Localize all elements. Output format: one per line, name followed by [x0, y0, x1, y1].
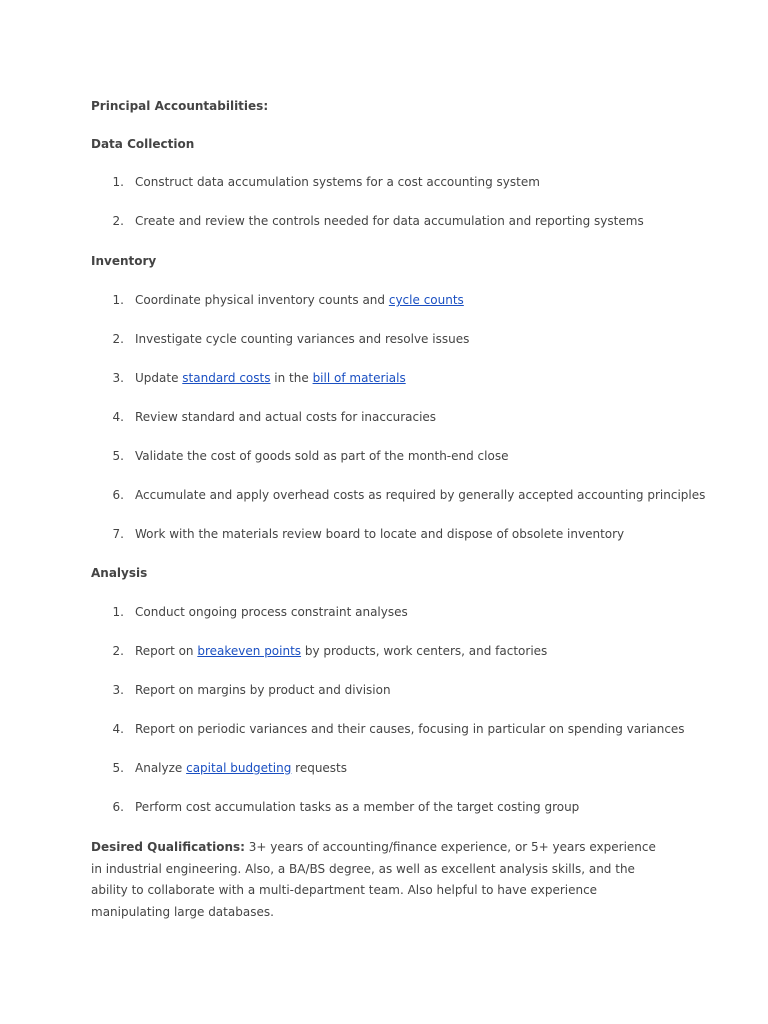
list-item — [91, 643, 547, 659]
list-item — [91, 721, 685, 737]
list-item-text: Construct data accumulation systems for a cost accounting system — [135, 175, 540, 189]
list-item-number: 3. — [112, 371, 124, 385]
list-item-number: 4. — [112, 722, 124, 736]
inline-link[interactable]: bill of materials — [312, 371, 406, 385]
list-item-text: Validate the cost of goods sold as part of the month-end close — [135, 449, 509, 463]
list-item — [91, 409, 436, 425]
list-item-text: Update — [135, 371, 183, 385]
list-item-text: in the — [270, 371, 313, 385]
list-item — [91, 487, 705, 503]
list-item-number: 2. — [112, 332, 124, 346]
list-item — [91, 213, 644, 229]
page-title: Principal Accountabilities: — [91, 99, 269, 113]
list-item-number: 3. — [112, 683, 124, 697]
list-item-text: Perform cost accumulation tasks as a member of the target costing group — [135, 800, 580, 814]
list-item-number: 1. — [112, 175, 124, 189]
list-item — [91, 370, 406, 386]
list-item — [91, 604, 408, 620]
list-item — [91, 331, 469, 347]
section-heading-analysis: Analysis — [91, 566, 148, 580]
list-item-text: Conduct ongoing process constraint analyses — [135, 605, 408, 619]
list-item-text: Report on periodic variances and their causes, focusing in particular on spending variances — [135, 722, 685, 736]
list-item — [91, 174, 540, 190]
list-item-text: Coordinate physical inventory counts and — [135, 293, 389, 307]
list-item-number: 6. — [112, 488, 124, 502]
list-item — [91, 292, 464, 308]
inline-link[interactable]: cycle counts — [388, 293, 464, 307]
list-item — [91, 448, 508, 464]
list-item-number: 7. — [112, 527, 124, 541]
list-item-text: Analyze — [135, 761, 187, 775]
list-item-number: 5. — [112, 761, 124, 775]
list-item-text: by products, work centers, and factories — [301, 644, 548, 658]
list-item-text: Investigate cycle counting variances and resolve issues — [135, 332, 470, 346]
section-heading-inventory: Inventory — [91, 254, 157, 268]
inline-link[interactable]: capital budgeting — [186, 761, 292, 775]
qualifications-label: Desired Qualifications: — [91, 840, 245, 854]
inline-link[interactable]: breakeven points — [197, 644, 302, 658]
list-item-number: 1. — [112, 605, 124, 619]
list-item-text: Review standard and actual costs for inaccuracies — [135, 410, 437, 424]
list-item-text: requests — [291, 761, 348, 775]
list-item-text: Work with the materials review board to locate and dispose of obsolete inventory — [135, 527, 625, 541]
list-item — [91, 799, 579, 815]
list-item-text: Create and review the controls needed for data accumulation and reporting systems — [135, 214, 644, 228]
list-item — [91, 682, 391, 698]
list-item-text: Report on margins by product and division — [135, 683, 391, 697]
list-item-number: 2. — [112, 214, 124, 228]
qualifications-text: 3+ years of accounting/finance experience, or 5+ years experience in industrial engineering. Also, a BA/BS degree, as well as excellent analysis skills, and the ability to collaborate with a multi-department team. Also helpful to have experience manipulating large databases. — [91, 840, 656, 919]
section-heading-data-collection: Data Collection — [91, 137, 195, 151]
list-item-number: 2. — [112, 644, 124, 658]
qualifications-paragraph — [91, 837, 656, 923]
list-item-number: 4. — [112, 410, 124, 424]
inline-link[interactable]: standard costs — [182, 371, 271, 385]
list-item-text: Report on — [135, 644, 198, 658]
list-item-text: Accumulate and apply overhead costs as required by generally accepted accounting principles — [135, 488, 706, 502]
list-item — [91, 760, 347, 776]
list-item-number: 6. — [112, 800, 124, 814]
list-item-number: 1. — [112, 293, 124, 307]
list-item — [91, 526, 624, 542]
list-item-number: 5. — [112, 449, 124, 463]
